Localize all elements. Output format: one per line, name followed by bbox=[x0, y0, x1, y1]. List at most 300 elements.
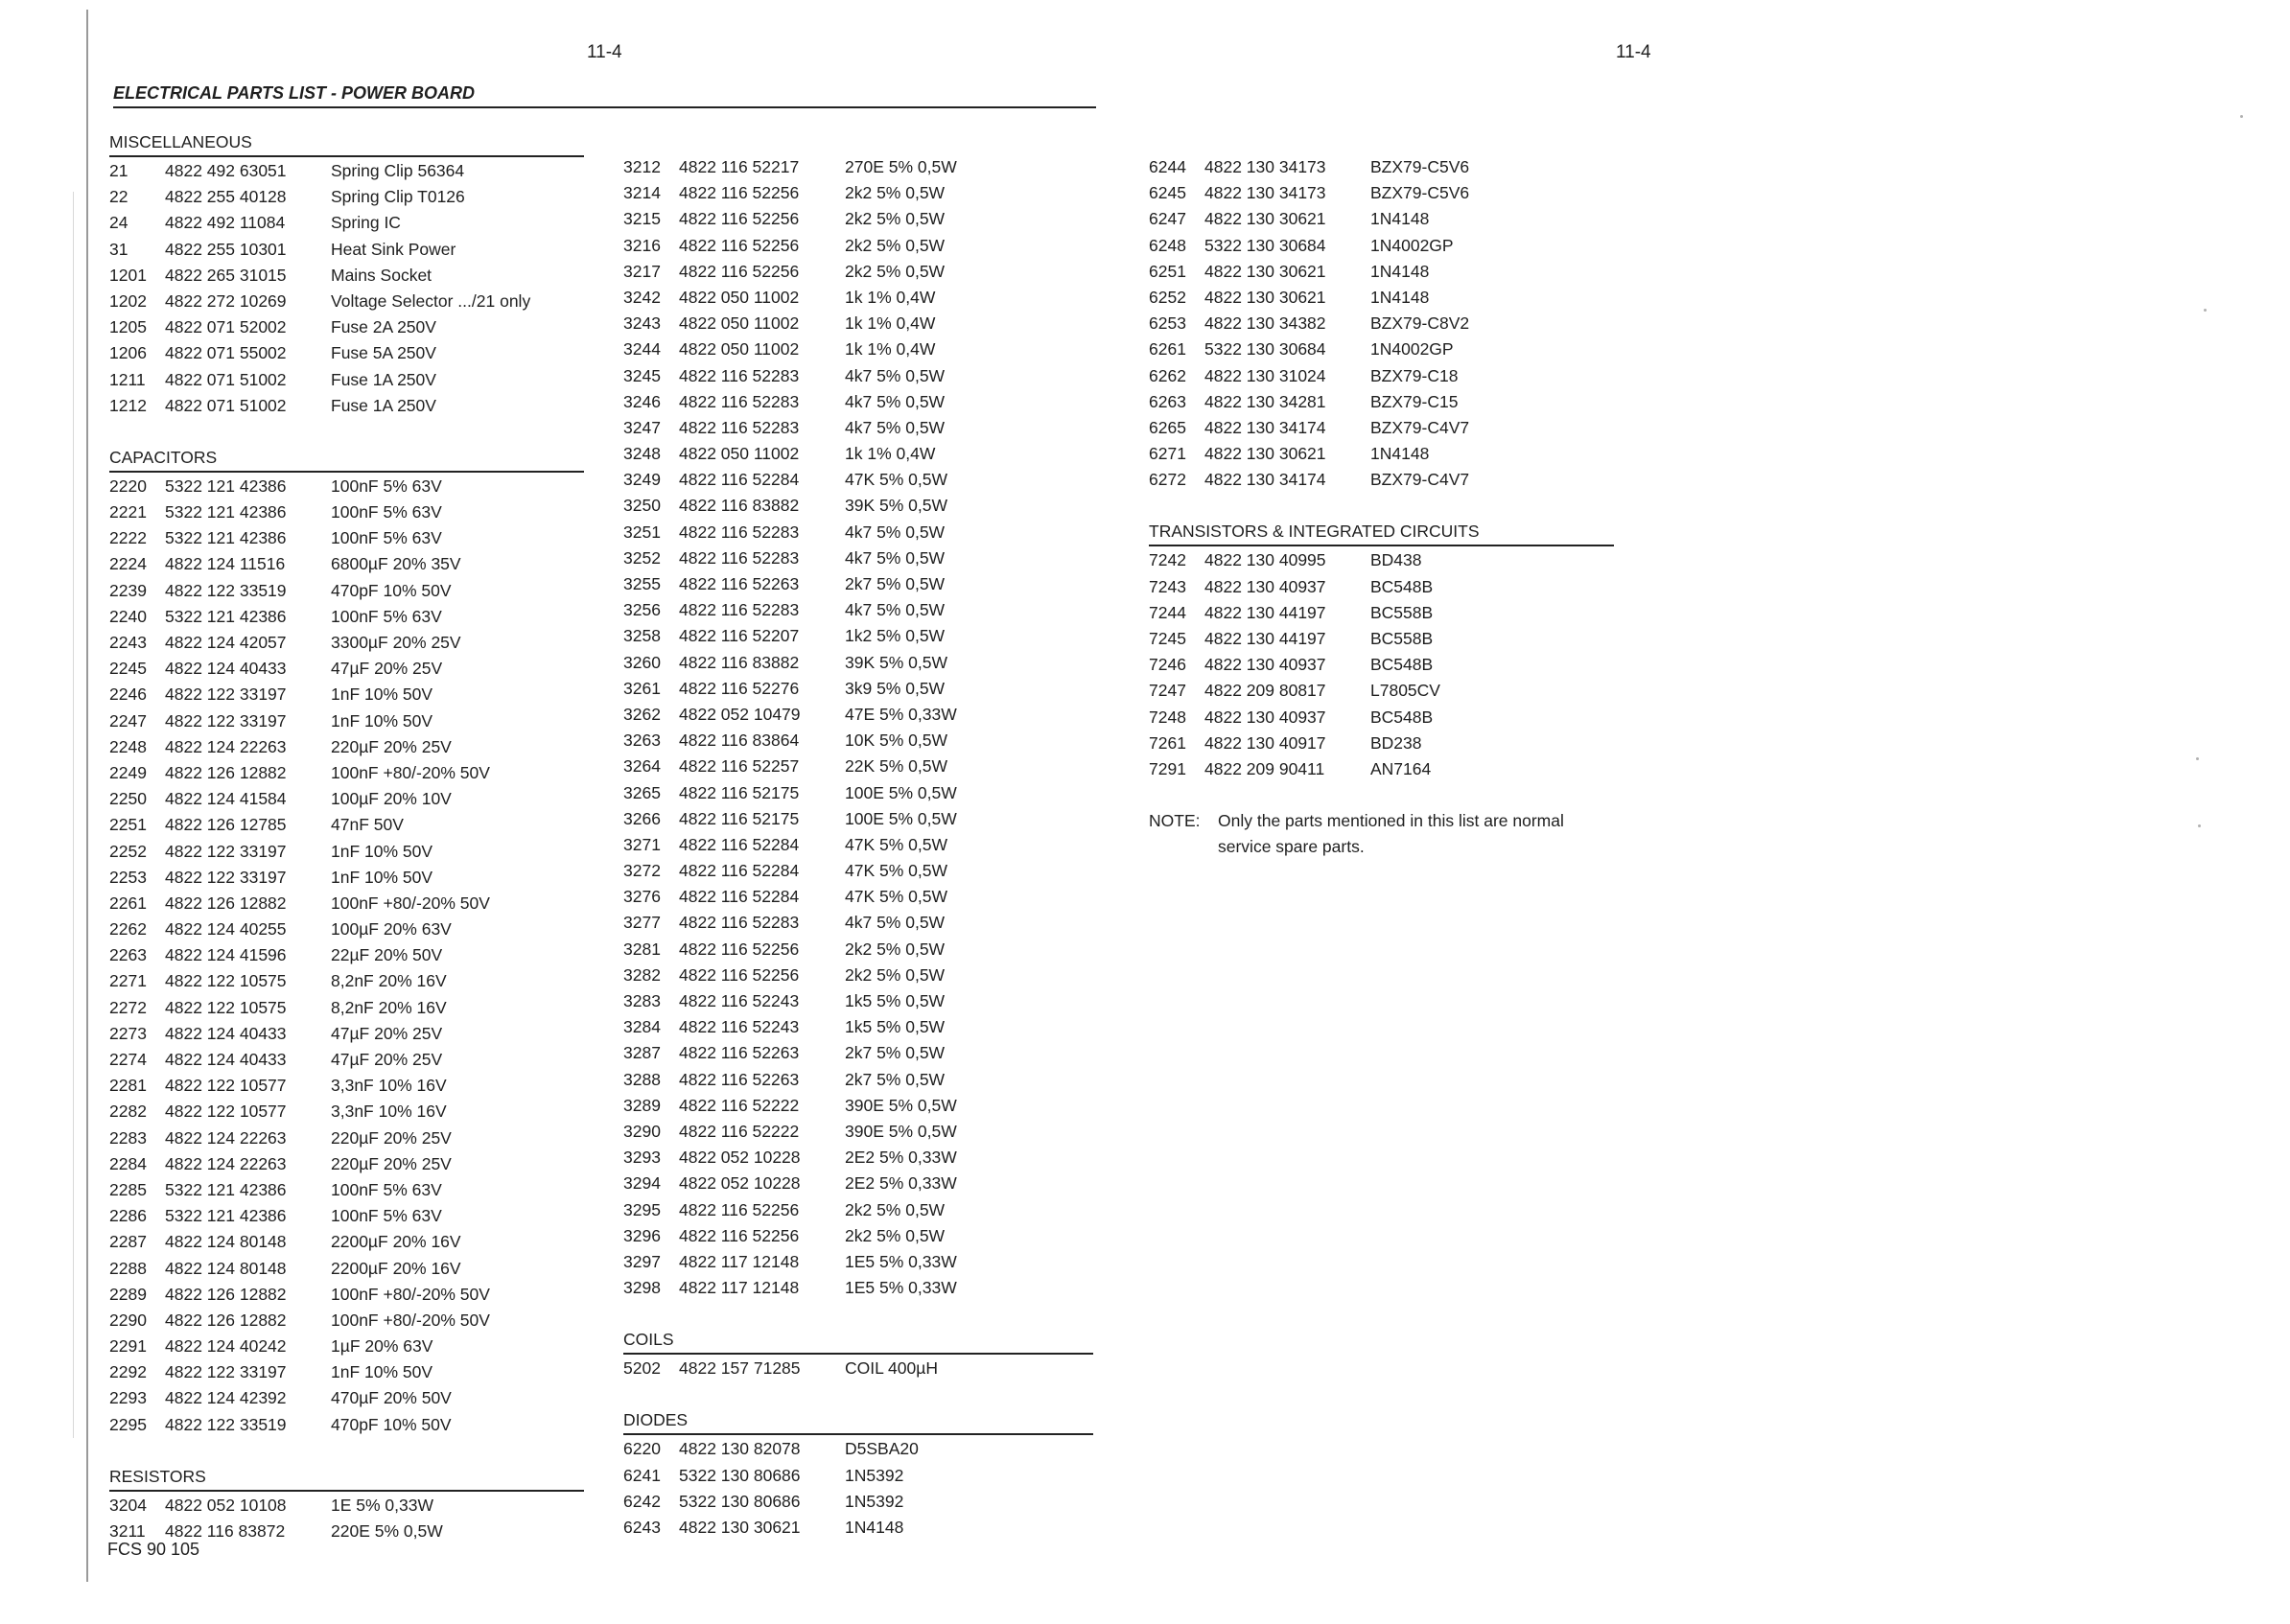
part-row bbox=[109, 734, 584, 760]
part-code: 4822 130 31024 bbox=[1204, 365, 1326, 385]
part-description: 2k2 5% 0,5W bbox=[845, 261, 946, 281]
scan-speck bbox=[2240, 115, 2243, 118]
part-code: 4822 124 22263 bbox=[165, 1127, 287, 1148]
part-description: 3k9 5% 0,5W bbox=[845, 678, 946, 698]
part-row bbox=[109, 474, 584, 499]
section-title: DIODES bbox=[623, 1407, 1093, 1435]
part-row bbox=[623, 363, 1093, 389]
part-row bbox=[109, 1412, 584, 1438]
part-position: 6265 bbox=[1149, 417, 1186, 437]
part-description: 3,3nF 10% 16V bbox=[331, 1076, 447, 1096]
part-code: 4822 255 10301 bbox=[165, 239, 287, 259]
part-row bbox=[623, 676, 1093, 702]
part-code: 4822 116 83882 bbox=[679, 496, 800, 516]
part-code: 4822 117 12148 bbox=[679, 1251, 800, 1271]
part-code: 4822 050 11002 bbox=[679, 339, 800, 360]
part-position: 3211 bbox=[109, 1521, 146, 1541]
part-position: 6243 bbox=[623, 1518, 661, 1537]
part-description: 220µF 20% 25V bbox=[331, 1127, 452, 1148]
part-code: 4822 124 42057 bbox=[165, 633, 287, 652]
part-row bbox=[1149, 259, 1614, 285]
part-position: 3252 bbox=[623, 547, 661, 568]
part-code: 4822 050 11002 bbox=[679, 287, 800, 307]
part-code: 4822 126 12882 bbox=[165, 893, 287, 913]
section-transistors-ics bbox=[1149, 519, 1614, 782]
part-description: 8,2nF 20% 16V bbox=[331, 971, 447, 991]
part-row bbox=[623, 650, 1093, 676]
part-position: 3247 bbox=[623, 417, 661, 437]
part-row bbox=[623, 1275, 1093, 1301]
part-position: 3264 bbox=[623, 756, 661, 777]
part-row bbox=[623, 311, 1093, 336]
part-code: 4822 122 33197 bbox=[165, 684, 287, 705]
part-position: 2289 bbox=[109, 1284, 147, 1304]
section-diodes bbox=[623, 1407, 1093, 1541]
part-description: 390E 5% 0,5W bbox=[845, 1095, 957, 1115]
part-description: 4k7 5% 0,5W bbox=[845, 417, 946, 437]
part-code: 4822 116 52207 bbox=[679, 626, 800, 646]
part-position: 2284 bbox=[109, 1153, 147, 1173]
part-code: 4822 130 30621 bbox=[1204, 444, 1326, 464]
part-description: Spring Clip T0126 bbox=[331, 187, 465, 207]
part-description: 1N4002GP bbox=[1370, 235, 1454, 255]
part-position: 3245 bbox=[623, 365, 661, 385]
part-description: 2k2 5% 0,5W bbox=[845, 1199, 946, 1219]
part-description: Fuse 1A 250V bbox=[331, 369, 436, 389]
footer-code: FCS 90 105 bbox=[107, 1540, 200, 1559]
part-row bbox=[109, 184, 584, 210]
part-position: 2283 bbox=[109, 1127, 147, 1148]
part-position: 2262 bbox=[109, 919, 147, 940]
part-row bbox=[109, 682, 584, 708]
part-position: 1201 bbox=[109, 265, 147, 285]
part-row bbox=[109, 865, 584, 891]
part-description: 100µF 20% 63V bbox=[331, 919, 452, 940]
part-description: 470pF 10% 50V bbox=[331, 580, 452, 600]
part-position: 3256 bbox=[623, 600, 661, 620]
part-description: 4k7 5% 0,5W bbox=[845, 365, 946, 385]
part-position: 3246 bbox=[623, 391, 661, 411]
part-row bbox=[109, 1021, 584, 1047]
part-position: 3266 bbox=[623, 808, 661, 828]
part-position: 3265 bbox=[623, 782, 661, 802]
part-description: 1N4148 bbox=[1370, 209, 1430, 229]
part-code: 4822 130 30621 bbox=[1204, 209, 1326, 229]
part-position: 7245 bbox=[1149, 629, 1186, 648]
part-code: 4822 116 52256 bbox=[679, 939, 800, 959]
part-code: 4822 116 52284 bbox=[679, 887, 800, 907]
part-position: 7247 bbox=[1149, 681, 1186, 701]
section-title: COILS bbox=[623, 1327, 1093, 1355]
part-code: 5322 121 42386 bbox=[165, 476, 287, 496]
part-row bbox=[1149, 415, 1614, 441]
part-position: 2290 bbox=[109, 1310, 147, 1330]
part-row bbox=[109, 314, 584, 340]
part-row bbox=[623, 467, 1093, 493]
part-position: 6245 bbox=[1149, 183, 1186, 203]
part-description: BZX79-C5V6 bbox=[1370, 157, 1470, 176]
part-description: Spring IC bbox=[331, 213, 401, 233]
part-description: 1nF 10% 50V bbox=[331, 867, 433, 887]
part-description: 1E 5% 0,33W bbox=[331, 1495, 433, 1515]
part-position: 3215 bbox=[623, 209, 661, 229]
part-description: 47K 5% 0,5W bbox=[845, 861, 947, 881]
part-row bbox=[109, 499, 584, 525]
part-row bbox=[623, 1014, 1093, 1040]
part-description: 1nF 10% 50V bbox=[331, 1362, 433, 1382]
part-description: 100nF 5% 63V bbox=[331, 502, 442, 522]
part-code: 4822 124 40433 bbox=[165, 1050, 287, 1069]
part-code: 4822 124 40242 bbox=[165, 1336, 287, 1357]
part-position: 6252 bbox=[1149, 287, 1186, 307]
part-row bbox=[109, 1073, 584, 1099]
part-code: 4822 122 33197 bbox=[165, 867, 287, 887]
part-code: 4822 050 11002 bbox=[679, 444, 800, 464]
part-position: 3214 bbox=[623, 183, 661, 203]
part-code: 4822 116 52222 bbox=[679, 1121, 800, 1141]
part-description: Mains Socket bbox=[331, 265, 432, 285]
part-code: 5322 121 42386 bbox=[165, 1206, 287, 1226]
part-description: 3,3nF 10% 16V bbox=[331, 1102, 447, 1122]
part-position: 3258 bbox=[623, 626, 661, 646]
part-position: 2286 bbox=[109, 1206, 147, 1226]
part-code: 4822 116 83882 bbox=[679, 652, 800, 672]
part-description: 1N4148 bbox=[1370, 261, 1430, 281]
part-description: 47µF 20% 25V bbox=[331, 659, 443, 679]
part-description: Heat Sink Power bbox=[331, 239, 456, 259]
part-position: 3287 bbox=[623, 1043, 661, 1063]
part-description: BZX79-C15 bbox=[1370, 391, 1459, 411]
part-position: 2249 bbox=[109, 762, 147, 782]
part-position: 3296 bbox=[623, 1225, 661, 1245]
part-description: BZX79-C5V6 bbox=[1370, 183, 1470, 203]
part-position: 2243 bbox=[109, 633, 147, 652]
part-row bbox=[623, 1436, 1093, 1462]
part-position: 3212 bbox=[623, 157, 661, 176]
part-position: 7291 bbox=[1149, 758, 1186, 778]
part-row bbox=[623, 623, 1093, 649]
part-description: 100nF 5% 63V bbox=[331, 476, 442, 496]
document-title: ELECTRICAL PARTS LIST - POWER BOARD bbox=[113, 83, 1096, 108]
part-position: 6220 bbox=[623, 1439, 661, 1459]
part-row bbox=[623, 233, 1093, 259]
part-row bbox=[1149, 547, 1614, 573]
part-code: 4822 124 80148 bbox=[165, 1232, 287, 1252]
part-row bbox=[623, 858, 1093, 884]
part-code: 4822 122 33519 bbox=[165, 580, 287, 600]
part-position: 6272 bbox=[1149, 470, 1186, 490]
part-code: 4822 130 40995 bbox=[1204, 550, 1326, 570]
part-position: 7243 bbox=[1149, 576, 1186, 596]
part-position: 3217 bbox=[623, 261, 661, 281]
part-row bbox=[623, 728, 1093, 754]
part-position: 3284 bbox=[623, 1017, 661, 1037]
section-title: RESISTORS bbox=[109, 1464, 584, 1492]
part-description: BD238 bbox=[1370, 732, 1422, 753]
part-row bbox=[109, 1125, 584, 1151]
part-code: 4822 130 40937 bbox=[1204, 707, 1326, 727]
part-description: 1E5 5% 0,33W bbox=[845, 1251, 957, 1271]
part-description: AN7164 bbox=[1370, 758, 1432, 778]
part-code: 5322 130 80686 bbox=[679, 1491, 801, 1511]
part-position: 3277 bbox=[623, 913, 661, 933]
part-row bbox=[623, 545, 1093, 571]
part-row bbox=[623, 910, 1093, 936]
part-description: 100E 5% 0,5W bbox=[845, 782, 957, 802]
part-code: 4822 122 10575 bbox=[165, 997, 287, 1017]
part-row bbox=[109, 1099, 584, 1125]
part-row bbox=[623, 1119, 1093, 1145]
part-position: 3282 bbox=[623, 964, 661, 985]
part-row bbox=[623, 1515, 1093, 1541]
part-row bbox=[623, 832, 1093, 858]
part-code: 4822 124 22263 bbox=[165, 1153, 287, 1173]
part-position: 24 bbox=[109, 213, 129, 233]
part-code: 4822 116 52283 bbox=[679, 365, 800, 385]
part-description: 100nF +80/-20% 50V bbox=[331, 762, 490, 782]
part-description: BC548B bbox=[1370, 707, 1434, 727]
part-description: 3300µF 20% 25V bbox=[331, 633, 461, 652]
part-position: 3283 bbox=[623, 991, 661, 1010]
part-position: 3250 bbox=[623, 496, 661, 516]
part-row bbox=[109, 1385, 584, 1411]
part-row bbox=[109, 578, 584, 604]
part-description: 2k2 5% 0,5W bbox=[845, 183, 946, 203]
part-description: 100E 5% 0,5W bbox=[845, 808, 957, 828]
part-description: 47K 5% 0,5W bbox=[845, 470, 947, 490]
part-row bbox=[109, 289, 584, 314]
part-position: 3242 bbox=[623, 287, 661, 307]
part-row bbox=[1149, 652, 1614, 678]
part-position: 3243 bbox=[623, 313, 661, 334]
part-position: 2281 bbox=[109, 1076, 147, 1096]
part-code: 4822 492 63051 bbox=[165, 161, 287, 180]
part-position: 2291 bbox=[109, 1336, 147, 1357]
part-row bbox=[623, 493, 1093, 519]
part-position: 5202 bbox=[623, 1358, 661, 1379]
part-position: 2272 bbox=[109, 997, 147, 1017]
part-code: 5322 121 42386 bbox=[165, 502, 287, 522]
part-row bbox=[109, 708, 584, 734]
part-position: 3251 bbox=[623, 522, 661, 542]
part-position: 6271 bbox=[1149, 444, 1186, 464]
section-diodes-continued bbox=[1149, 154, 1614, 493]
part-row bbox=[109, 995, 584, 1021]
part-position: 3244 bbox=[623, 339, 661, 360]
part-description: BC558B bbox=[1370, 629, 1434, 648]
part-position: 6251 bbox=[1149, 261, 1186, 281]
part-code: 4822 116 52257 bbox=[679, 756, 800, 777]
part-description: 470pF 10% 50V bbox=[331, 1414, 452, 1434]
part-row bbox=[623, 702, 1093, 728]
part-position: 3249 bbox=[623, 470, 661, 490]
part-description: 2k2 5% 0,5W bbox=[845, 964, 946, 985]
part-description: 100nF +80/-20% 50V bbox=[331, 1284, 490, 1304]
part-row bbox=[1149, 363, 1614, 389]
part-description: 100nF 5% 63V bbox=[331, 1179, 442, 1199]
binding-edge bbox=[86, 10, 88, 1582]
scan-speck bbox=[2198, 824, 2201, 827]
part-description: 1N4148 bbox=[1370, 287, 1430, 307]
part-code: 4822 116 52256 bbox=[679, 261, 800, 281]
part-description: 2k7 5% 0,5W bbox=[845, 1069, 946, 1089]
part-row bbox=[623, 884, 1093, 910]
part-description: 2k2 5% 0,5W bbox=[845, 209, 946, 229]
page-number-right: 11-4 bbox=[1616, 42, 1651, 62]
part-description: Fuse 2A 250V bbox=[331, 317, 436, 337]
part-row bbox=[109, 1282, 584, 1308]
part-code: 4822 126 12882 bbox=[165, 762, 287, 782]
part-position: 3293 bbox=[623, 1148, 661, 1168]
part-description: 100µF 20% 10V bbox=[331, 789, 452, 809]
part-position: 3288 bbox=[623, 1069, 661, 1089]
part-row bbox=[1149, 285, 1614, 311]
part-code: 4822 116 52175 bbox=[679, 808, 800, 828]
part-description: Fuse 5A 250V bbox=[331, 343, 436, 363]
note-text-line1: Only the parts mentioned in this list are normal bbox=[1218, 811, 1564, 830]
part-description: 47E 5% 0,33W bbox=[845, 704, 957, 724]
part-position: 6253 bbox=[1149, 313, 1186, 334]
part-position: 3281 bbox=[623, 939, 661, 959]
part-description: 2k7 5% 0,5W bbox=[845, 1043, 946, 1063]
part-code: 4822 124 40433 bbox=[165, 1023, 287, 1043]
part-position: 1212 bbox=[109, 395, 147, 415]
part-row bbox=[623, 259, 1093, 285]
part-description: 1nF 10% 50V bbox=[331, 841, 433, 861]
part-description: 1N5392 bbox=[845, 1491, 904, 1511]
part-row bbox=[109, 1493, 584, 1519]
part-row bbox=[109, 968, 584, 994]
part-description: 1N4148 bbox=[845, 1518, 904, 1537]
part-description: 1k2 5% 0,5W bbox=[845, 626, 946, 646]
part-code: 5322 121 42386 bbox=[165, 606, 287, 626]
part-description: 2E2 5% 0,33W bbox=[845, 1173, 957, 1194]
part-position: 2253 bbox=[109, 867, 147, 887]
part-code: 4822 122 10577 bbox=[165, 1102, 287, 1122]
part-description: 47K 5% 0,5W bbox=[845, 887, 947, 907]
part-row bbox=[109, 367, 584, 393]
note bbox=[1149, 808, 1564, 860]
part-description: 22µF 20% 50V bbox=[331, 945, 443, 965]
section-coils bbox=[623, 1327, 1093, 1381]
part-description: 1E5 5% 0,33W bbox=[845, 1278, 957, 1298]
part-code: 5322 130 30684 bbox=[1204, 339, 1326, 360]
part-code: 4822 130 44197 bbox=[1204, 629, 1326, 648]
part-position: 1205 bbox=[109, 317, 147, 337]
part-position: 2248 bbox=[109, 736, 147, 756]
part-code: 4822 116 52256 bbox=[679, 235, 800, 255]
part-description: 2E2 5% 0,33W bbox=[845, 1148, 957, 1168]
part-description: 1nF 10% 50V bbox=[331, 684, 433, 705]
part-position: 6241 bbox=[623, 1465, 661, 1485]
part-row bbox=[109, 1203, 584, 1229]
part-position: 2287 bbox=[109, 1232, 147, 1252]
part-code: 4822 130 30621 bbox=[1204, 261, 1326, 281]
part-position: 2240 bbox=[109, 606, 147, 626]
part-description: 1k5 5% 0,5W bbox=[845, 991, 946, 1010]
part-row bbox=[623, 1067, 1093, 1093]
part-description: BZX79-C4V7 bbox=[1370, 470, 1470, 490]
part-position: 3261 bbox=[623, 678, 661, 698]
part-position: 2271 bbox=[109, 971, 147, 991]
part-position: 3263 bbox=[623, 731, 661, 751]
part-description: 1nF 10% 50V bbox=[331, 710, 433, 731]
part-code: 4822 492 11084 bbox=[165, 213, 286, 233]
part-row bbox=[1149, 206, 1614, 232]
part-code: 4822 116 52276 bbox=[679, 678, 800, 698]
part-description: 100nF +80/-20% 50V bbox=[331, 893, 490, 913]
part-description: 220E 5% 0,5W bbox=[331, 1521, 443, 1541]
part-code: 4822 116 52283 bbox=[679, 522, 800, 542]
part-code: 4822 052 10228 bbox=[679, 1148, 801, 1168]
part-description: 1k 1% 0,4W bbox=[845, 339, 936, 360]
part-position: 6244 bbox=[1149, 157, 1186, 176]
part-position: 2263 bbox=[109, 945, 147, 965]
part-position: 21 bbox=[109, 161, 129, 180]
part-row bbox=[109, 263, 584, 289]
part-row bbox=[109, 1359, 584, 1385]
part-description: D5SBA20 bbox=[845, 1439, 919, 1459]
part-code: 4822 130 40917 bbox=[1204, 732, 1326, 753]
part-position: 3216 bbox=[623, 235, 661, 255]
part-row bbox=[1149, 336, 1614, 362]
part-code: 4822 130 30621 bbox=[679, 1518, 801, 1537]
part-row bbox=[623, 754, 1093, 779]
part-code: 4822 130 44197 bbox=[1204, 602, 1326, 622]
part-code: 5322 121 42386 bbox=[165, 528, 287, 548]
part-position: 2246 bbox=[109, 684, 147, 705]
part-position: 31 bbox=[109, 239, 129, 259]
part-row bbox=[109, 839, 584, 865]
part-row bbox=[1149, 467, 1614, 493]
part-position: 2273 bbox=[109, 1023, 147, 1043]
part-row bbox=[623, 206, 1093, 232]
part-code: 4822 124 42392 bbox=[165, 1388, 287, 1408]
part-code: 4822 124 11516 bbox=[165, 554, 286, 574]
section-miscellaneous bbox=[109, 129, 584, 419]
part-row bbox=[623, 1171, 1093, 1196]
part-code: 4822 126 12882 bbox=[165, 1284, 287, 1304]
part-description: 1N5392 bbox=[845, 1465, 904, 1485]
note-label: NOTE: bbox=[1149, 811, 1201, 830]
part-position: 6262 bbox=[1149, 365, 1186, 385]
part-position: 2288 bbox=[109, 1258, 147, 1278]
part-code: 4822 122 10577 bbox=[165, 1076, 287, 1096]
part-position: 7248 bbox=[1149, 707, 1186, 727]
part-description: 47µF 20% 25V bbox=[331, 1023, 443, 1043]
part-code: 4822 122 33197 bbox=[165, 841, 287, 861]
part-row bbox=[109, 1229, 584, 1255]
part-row bbox=[623, 1197, 1093, 1223]
section-title: MISCELLANEOUS bbox=[109, 129, 584, 157]
part-code: 4822 130 82078 bbox=[679, 1439, 801, 1459]
part-row bbox=[623, 937, 1093, 963]
part-description: BC548B bbox=[1370, 576, 1434, 596]
part-position: 3290 bbox=[623, 1121, 661, 1141]
part-code: 4822 130 34281 bbox=[1204, 391, 1326, 411]
part-row bbox=[1149, 441, 1614, 467]
part-code: 4822 116 52283 bbox=[679, 913, 800, 933]
part-row bbox=[109, 1334, 584, 1359]
section-title: CAPACITORS bbox=[109, 445, 584, 473]
part-row bbox=[623, 963, 1093, 988]
part-description: 470µF 20% 50V bbox=[331, 1388, 452, 1408]
part-description: 4k7 5% 0,5W bbox=[845, 522, 946, 542]
part-description: 2k7 5% 0,5W bbox=[845, 574, 946, 593]
part-position: 1206 bbox=[109, 343, 147, 363]
part-code: 4822 116 83864 bbox=[679, 731, 800, 751]
part-description: BC558B bbox=[1370, 602, 1434, 622]
